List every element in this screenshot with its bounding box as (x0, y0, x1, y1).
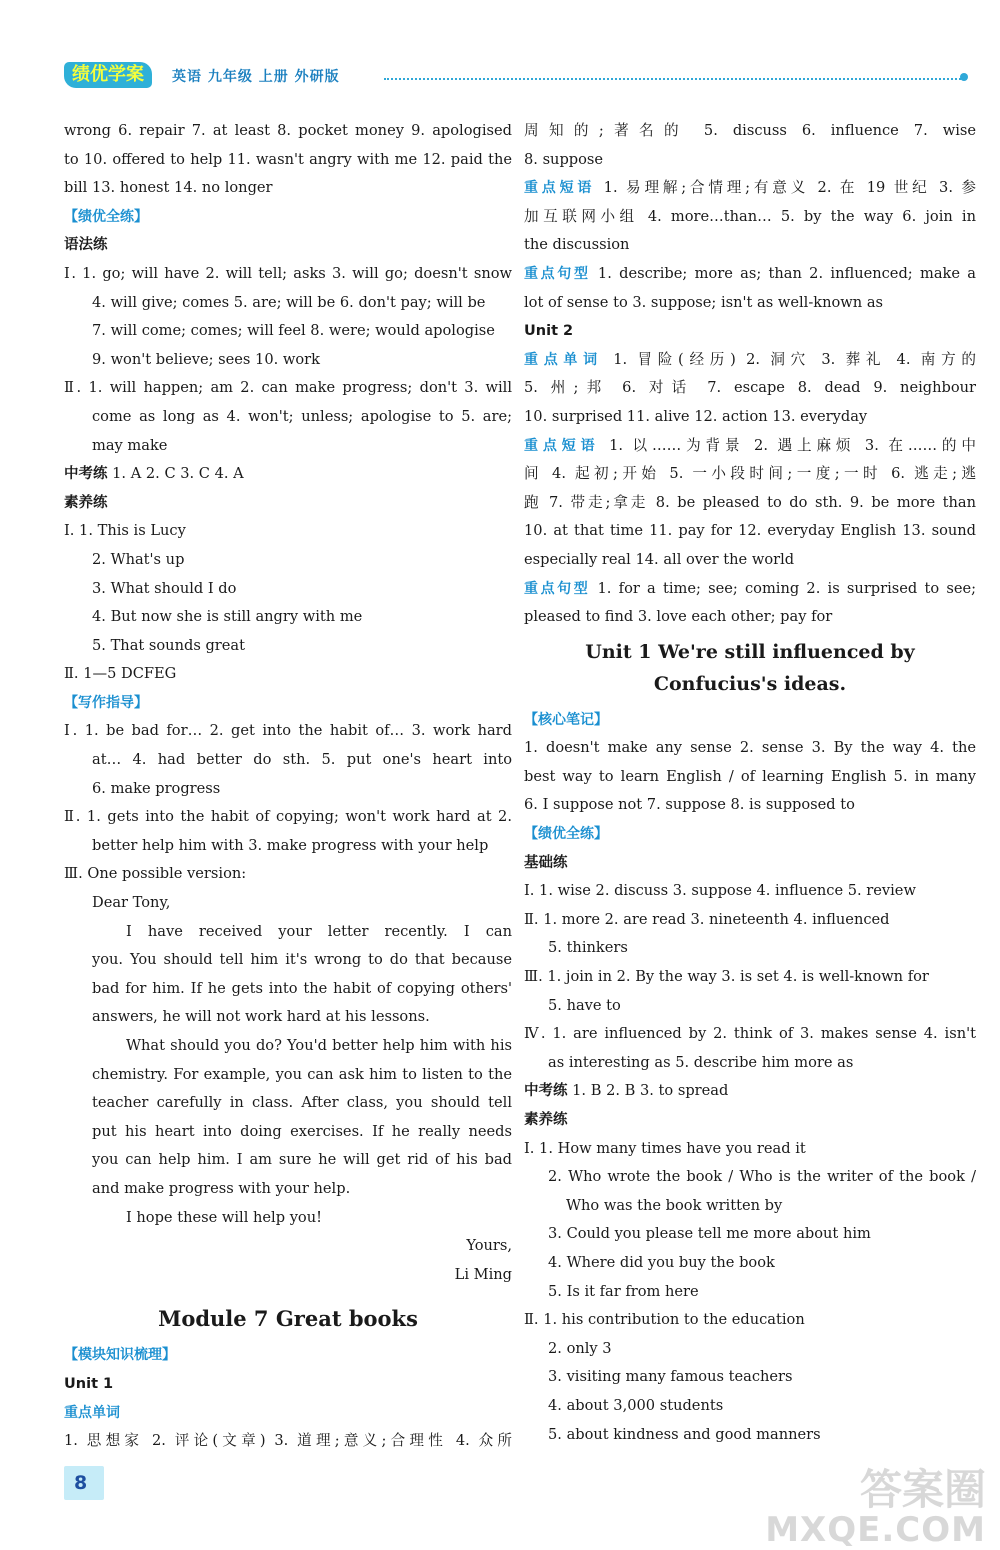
module-title: Module 7 Great books (158, 1306, 418, 1332)
answer-line: 加互联网小组 4. more…than… 5. by the way 6. join in (524, 207, 976, 225)
section-heading: 语法练 (64, 237, 108, 254)
answer-line: Ⅰ. 1. be bad for… 2. get into the habit of… 3. work hard (64, 722, 512, 740)
answer-line: 6. make progress (92, 779, 221, 797)
answer-line: 2. Who wrote the book / Who is the writer of the book / (548, 1168, 976, 1186)
section-heading: 中考练 (64, 466, 108, 483)
section-tag: 【核心笔记】 (524, 711, 608, 728)
answer-line: bad for him. If he gets into the habit of copying others' (92, 979, 512, 997)
watermark-logo: 答案圈 (859, 1465, 986, 1514)
answer-line: lot of sense to 3. suppose; isn't as well-known as (524, 293, 884, 311)
answer-line: Ⅰ. 1. This is Lucy (64, 522, 186, 540)
answer-line: especially real 14. all over the world (524, 550, 795, 568)
answer-line: Ⅰ. 1. go; will have 2. will tell; asks 3. will go; doesn't snow (64, 264, 512, 282)
answer-line: Dear Tony, (92, 894, 171, 912)
answer-line: wrong 6. repair 7. at least 8. pocket money 9. apologised (64, 122, 512, 139)
answer-line: may make (92, 436, 168, 454)
answer-line: Who was the book written by (566, 1196, 783, 1214)
answer-line: 10. surprised 11. alive 12. action 13. everyday (524, 407, 868, 425)
answer-text: 1. 以……为背景 2. 遇上麻烦 3. 在……的中 (599, 436, 976, 454)
answer-line: bill 13. honest 14. no longer (64, 179, 273, 197)
answer-line: you. You should tell him it's wrong to do that because (92, 951, 512, 969)
answer-line: chemistry. For example, you can ask him to listen to the (92, 1065, 512, 1083)
answer-line: 8. suppose (524, 150, 604, 168)
answer-text: 1. 冒险(经历) 2. 洞穴 3. 葬礼 4. 南方的 (602, 350, 976, 368)
page-number: 8 (64, 1466, 104, 1500)
answer-line (524, 575, 976, 604)
answer-line (524, 432, 976, 461)
answer-line: Li Ming (454, 1265, 512, 1283)
section-tag: 重点单词 (524, 351, 603, 368)
answer-line: you can help him. I am sure he will get rid of his bad (92, 1151, 512, 1169)
answer-line: 5. 州;邦 6. 对话 7. escape 8. dead 9. neighbour (524, 379, 976, 397)
header-divider (384, 78, 964, 80)
answer-line: better help him with 3. make progress with your help (92, 836, 489, 854)
answer-text: 1. for a time; see; coming 2. is surprised to see; (590, 579, 976, 597)
answer-line: 跑 7. 带走;拿走 8. be pleased to do sth. 9. be more than (524, 493, 976, 511)
section-heading: 中考练 (524, 1083, 568, 1100)
answer-line: pleased to find 3. love each other; pay for (524, 608, 833, 626)
answer-line: 4. But now she is still angry with me (92, 608, 363, 626)
answer-line: 4. will give; comes 5. are; will be 6. don't pay; will be (92, 293, 486, 311)
answer-line: 3. Could you please tell me more about him (548, 1225, 871, 1243)
unit-title-line-1: Unit 1 We're still influenced by (585, 640, 915, 663)
answer-line: at… 4. had better do sth. 5. put one's heart into (92, 751, 512, 769)
header-dot (960, 73, 968, 81)
answer-line: 4. Where did you buy the book (548, 1253, 775, 1271)
answer-text: 1. 易理解;合情理;有意义 2. 在 19 世纪 3. 参 (595, 179, 976, 197)
answer-line: 5. That sounds great (92, 636, 245, 654)
answer-line: 3. What should I do (92, 579, 237, 597)
answer-line: 5. about kindness and good manners (548, 1425, 821, 1443)
answer-line: 5. thinkers (548, 939, 628, 957)
right-column (524, 117, 976, 1449)
section-tag: 重点句型 (524, 580, 591, 597)
answer-text: 1. A 2. C 3. C 4. A (107, 465, 244, 483)
answer-line: Ⅱ. 1. will happen; am 2. can make progress; don't 3. will (64, 379, 512, 397)
answer-line: What should you do? You'd better help him with his (126, 1037, 512, 1054)
answer-line: 6. I suppose not 7. suppose 8. is supposed to (524, 796, 855, 814)
answer-line (64, 460, 512, 489)
answer-line: 间 4. 起初;开始 5. 一小段时间;一度;一时 6. 逃走;逃 (524, 465, 976, 483)
answer-line: 3. visiting many famous teachers (548, 1368, 793, 1386)
answer-line: 5. Is it far from here (548, 1282, 699, 1300)
answer-line: as interesting as 5. describe him more as (548, 1053, 854, 1071)
unit-title-line-2: Confucius's ideas. (653, 672, 847, 695)
answer-line: the discussion (524, 236, 630, 254)
answer-line (524, 346, 976, 375)
answer-line (524, 260, 976, 289)
section-tag: 重点短语 (524, 180, 596, 197)
answer-line: 2. only 3 (548, 1339, 612, 1357)
answer-line: and make progress with your help. (92, 1179, 351, 1197)
section-tag: 【绩优全练】 (64, 208, 148, 225)
answer-line: 1. 思想家 2. 评论(文章) 3. 道理;意义;合理性 4. 众所 (64, 1432, 512, 1450)
section-tag: 【绩优全练】 (524, 826, 608, 843)
answer-line (524, 174, 976, 203)
answer-line: Ⅱ. 1—5 DCFEG (64, 665, 177, 683)
left-answers (64, 117, 512, 1289)
right-answers (524, 117, 976, 632)
answer-line: come as long as 4. won't; unless; apologise to 5. are; (92, 407, 512, 425)
section-heading: Unit 2 (524, 323, 574, 340)
module-knowledge (64, 1341, 512, 1455)
watermark (765, 1465, 986, 1550)
section-heading: 基础练 (524, 854, 568, 871)
section-tag: 【模块知识梳理】 (64, 1347, 176, 1364)
answer-line: Ⅱ. 1. more 2. are read 3. nineteenth 4. influenced (524, 910, 890, 928)
answer-line: answers, he will not work hard at his lessons. (92, 1008, 430, 1026)
answer-line: Ⅰ. 1. wise 2. discuss 3. suppose 4. influence 5. review (524, 882, 916, 900)
section-heading: 素养练 (64, 494, 108, 511)
answer-line: Ⅲ. One possible version: (64, 865, 247, 883)
book-logo: 绩优学案 (64, 62, 152, 88)
section-heading: Unit 1 (64, 1375, 114, 1392)
section-tag: 重点单词 (64, 1404, 120, 1421)
unit-answers (524, 706, 976, 1449)
book-subtitle: 英语 九年级 上册 外研版 (172, 69, 340, 85)
answer-line: 2. What's up (92, 550, 185, 568)
answer-line: Ⅰ. 1. How many times have you read it (524, 1139, 806, 1157)
answer-line: Ⅲ. 1. join in 2. By the way 3. is set 4. is well-known for (524, 968, 929, 986)
section-tag: 重点短语 (524, 437, 600, 454)
section-tag: 【写作指导】 (64, 694, 148, 711)
answer-line: I have received your letter recently. I can (126, 922, 512, 940)
answer-line: Ⅳ. 1. are influenced by 2. think of 3. makes sense 4. isn't (524, 1025, 976, 1043)
answer-line: 10. at that time 11. pay for 12. everyday English 13. sound (524, 522, 976, 540)
answer-line: Ⅱ. 1. his contribution to the education (524, 1311, 805, 1329)
answer-text: 1. describe; more as; than 2. influenced; make a (590, 264, 976, 282)
left-column (64, 117, 512, 1456)
watermark-url: MXQE.COM (765, 1510, 986, 1550)
answer-line: 1. doesn't make any sense 2. sense 3. By the way 4. the (524, 739, 976, 757)
page-header (64, 62, 974, 92)
answer-line: Ⅱ. 1. gets into the habit of copying; won't work hard at 2. (64, 808, 512, 826)
answer-line: best way to learn English / of learning English 5. in many (524, 767, 976, 785)
answer-text: 1. B 2. B 3. to spread (567, 1082, 729, 1100)
section-heading: 素养练 (524, 1112, 568, 1128)
answer-line: Yours, (466, 1237, 512, 1255)
answer-line: 5. have to (548, 996, 621, 1014)
answer-line: 9. won't believe; sees 10. work (92, 350, 320, 368)
answer-line: 周知的;著名的 5. discuss 6. influence 7. wise (524, 122, 976, 139)
section-tag: 重点句型 (524, 265, 591, 282)
answer-line (524, 1077, 976, 1106)
answer-line: teacher carefully in class. After class, you should tell (92, 1094, 512, 1112)
answer-line: to 10. offered to help 11. wasn't angry with me 12. paid the (64, 150, 512, 168)
answer-line: put his heart into doing exercises. If he really needs (92, 1122, 512, 1140)
answer-line: I hope these will help you! (126, 1208, 322, 1226)
answer-line: 7. will come; comes; will feel 8. were; would apologise (92, 322, 495, 340)
answer-line: 4. about 3,000 students (548, 1396, 724, 1414)
